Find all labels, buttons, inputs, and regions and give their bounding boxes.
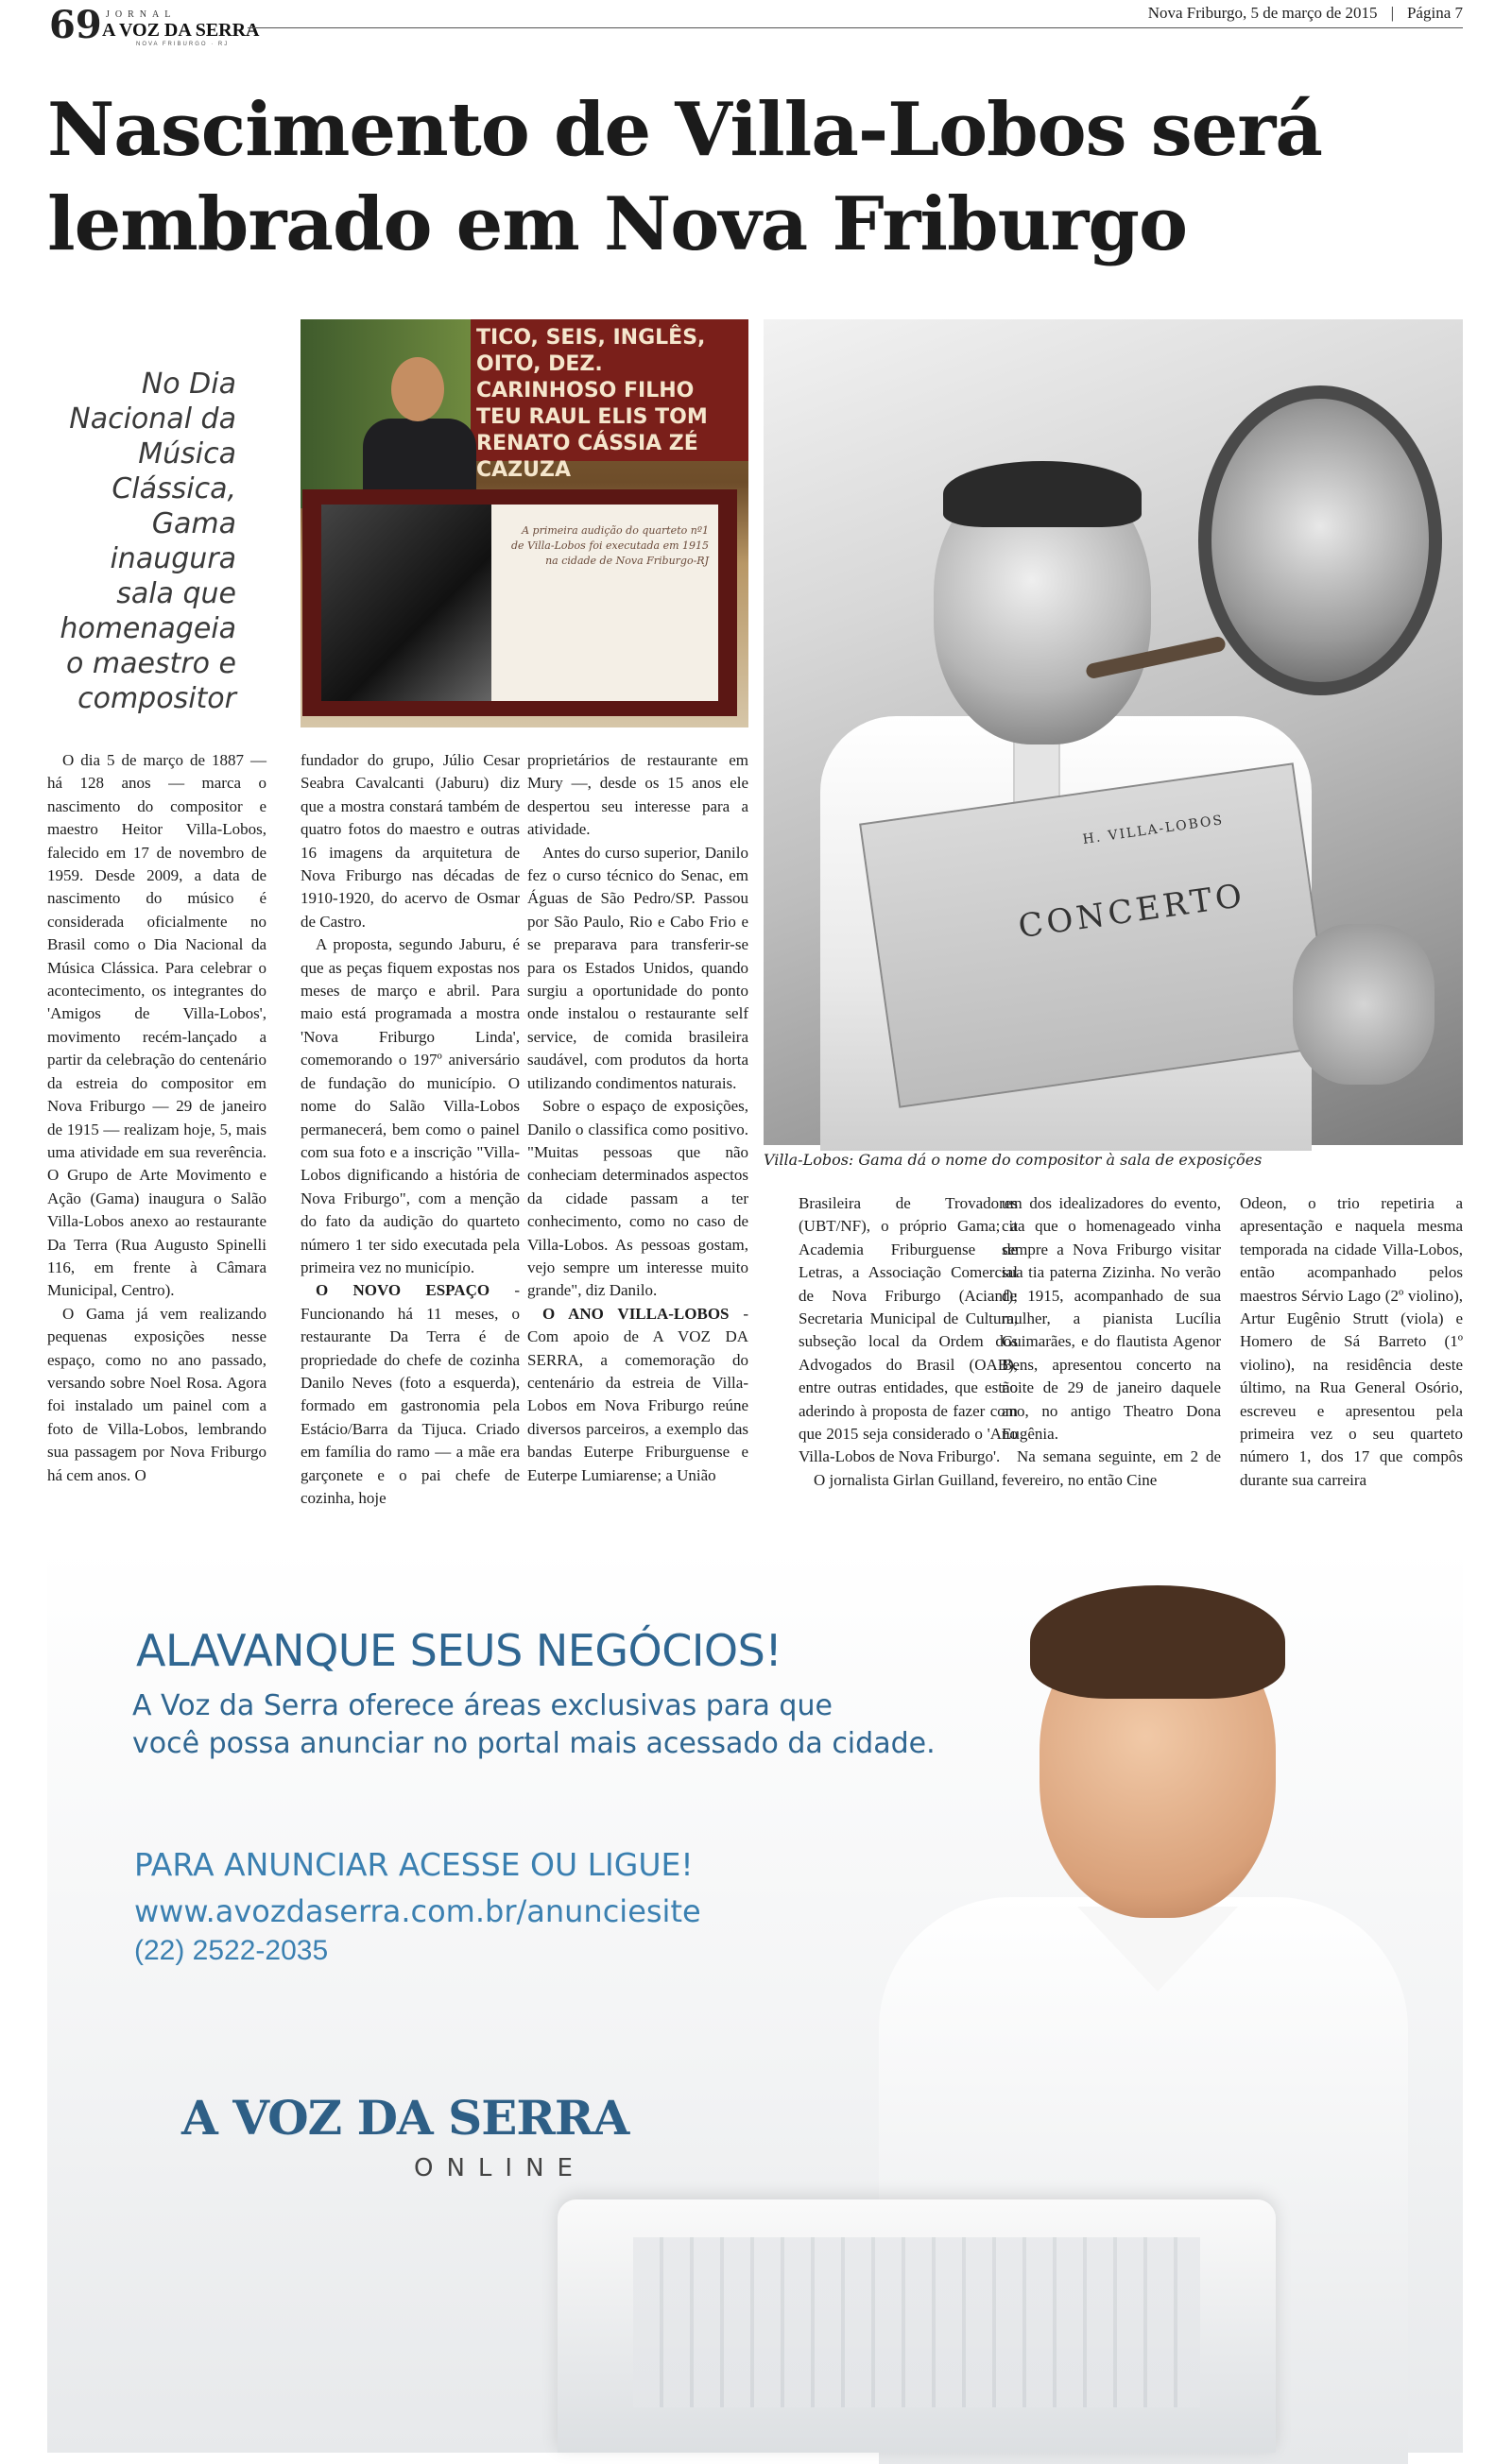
photo-hand	[1293, 924, 1435, 1085]
paragraph: Brasileira de Trovadores (UBT/NF), o próprio Gama; a Academia Friburguense de Letras, a Associação Comercial de Nova Friburgo (Acianf); Secretaria Municipal de Cultura, subseção local da Ordem dos Advogados do Brasil (OAB), entre outras entidades, que estão aderindo à proposta de fazer com que 2015 seja considerado o 'Ano Villa-Lobos de Nova Friburgo'.	[799, 1194, 1018, 1466]
paragraph-with-subhead	[301, 1279, 520, 1510]
ad-subline-1: A Voz da Serra oferece áreas exclusivas para que	[132, 1689, 833, 1722]
photo-held-panel	[302, 489, 737, 716]
panel-inscription: A primeira audição do quarteto nº1 de Villa-Lobos foi executada em 1915 na cidade de Nova Friburgo-RJ	[510, 524, 709, 567]
ad-url-link[interactable]: www.avozdaserra.com.br/anunciesite	[134, 1893, 701, 1929]
ad-brand-logo: A VOZ DA SERRA	[181, 2090, 629, 2146]
article-column-3	[527, 749, 748, 1487]
article-column-5	[1002, 1192, 1221, 1492]
paragraph-with-subhead	[527, 1303, 748, 1487]
ad-brand-online: ONLINE	[414, 2154, 586, 2182]
logo-name: A VOZ DA SERRA	[102, 20, 260, 41]
photo-oval-portrait	[1198, 385, 1442, 695]
photo-score	[859, 762, 1333, 1108]
paragraph: O dia 5 de março de 1887 — há 128 anos — marca o nascimento do compositor e maestro Heitor Villa-Lobos, falecido em 17 de novembro de 1959. Desde 2009, a data de nascimento do músico é considerada oficialmente no Brasil como o Dia Nacional da Música Clássica. Para celebrar o acontecimento, os integrantes do 'Amigos de Villa-Lobos', movimento recém-lançado a partir da celebração do centenário da estreia do compositor em Nova Friburgo — 29 de janeiro de 1915 — realizam hoje, 5, mais uma atividade em sua reverência. O Grupo de Arte Movimento e Ação (Gama) inaugura o Salão Villa-Lobos anexo ao restaurante Da Terra (Rua Augusto Spinelli 116, em frente à Câmara Municipal, Centro).	[47, 751, 266, 1300]
paragraph: Antes do curso superior, Danilo fez o curso técnico do Senac, em Águas de São Pedro/SP. Passou por São Paulo, Rio e Cabo Frio e se preparava para transferir-se para os Estados Unidos, quando surgiu a oportunidade do ponto onde instalou o restaurante self service, de comida brasileira saudável, com produtos da horta utilizando condimentos naturais.	[527, 843, 748, 1092]
paragraph: O jornalista Girlan Guilland,	[814, 1470, 999, 1489]
ad-subline-2: você possa anunciar no portal mais acessado da cidade.	[132, 1727, 936, 1760]
ad-laptop-keyboard	[633, 2237, 1200, 2407]
ad-headline: ALAVANQUE SEUS NEGÓCIOS!	[136, 1625, 782, 1676]
article-column-4	[799, 1192, 1018, 1492]
logo-city: NOVA FRIBURGO · RJ	[136, 42, 230, 47]
article-column-2	[301, 749, 520, 1510]
paragraph-text: - Com apoio de A VOZ DA SERRA, a comemoração do centenário da estreia de Villa-Lobos em Nova Friburgo reúne diversos parceiros, a exemplo das bandas Euterpe Friburguense e Euterpe Lumiarense; a União	[527, 1304, 748, 1484]
paragraph: O Gama já vem realizando pequenas exposições nesse espaço, como no ano passado, versando sobre Noel Rosa. Agora foi instalado um painel com a foto de Villa-Lobos, lembrando sua passagem por Nova Friburgo há cem anos. O	[47, 1304, 266, 1484]
paragraph: um dos idealizadores do evento, cita que o homenageado vinha sempre a Nova Friburgo visitar sua tia paterna Zizinha. No verão de 1915, acompanhado de sua mulher, a pianista Lucília Guimarães, e do flautista Agenor Bens, apresentou concerto na noite de 29 de janeiro daquele ano, no antigo Theatro Dona Eugênia.	[1002, 1194, 1221, 1444]
article-column-1	[47, 749, 266, 1487]
header-rule	[248, 27, 1463, 28]
header-dateline	[1148, 4, 1463, 23]
photo-caption: Villa-Lobos: Gama dá o nome do compositor à sala de exposições	[764, 1151, 1263, 1169]
ad-laptop	[558, 2199, 1276, 2453]
photo-hair	[943, 461, 1142, 527]
masthead-logo[interactable]	[49, 3, 260, 47]
paragraph: Na semana seguinte, em 2 de fevereiro, no então Cine	[1002, 1447, 1221, 1489]
subhead-ano-villa-lobos: O ANO VILLA-LOBOS	[542, 1304, 730, 1323]
article-headline	[47, 83, 1465, 272]
panel-inner	[321, 505, 718, 701]
ad-call-to-action: PARA ANUNCIAR ACESSE OU LIGUE!	[134, 1846, 694, 1883]
advertisement-banner[interactable]	[47, 1548, 1463, 2453]
issue-date: Nova Friburgo, 5 de março de 2015	[1147, 4, 1378, 22]
article-deck: No Dia Nacional da Música Clássica, Gama inaugura sala que homenageia o maestro e compositor	[60, 368, 236, 715]
photo-wall-sign: TICO, SEIS, INGLÊS, OITO, DEZ. CARINHOSO FILHO TEU RAUL ELIS TOM RENATO CÁSSIA ZÉ CAZUZA	[471, 319, 748, 461]
logo-jornal-label: JORNAL	[106, 9, 177, 20]
paragraph: A proposta, segundo Jaburu, é que as peças fiquem expostas nos meses de março e abril. Para maio está programada a mostra 'Nova Friburgo Linda', comemorando o 197º aniversário de fundação do município. O nome do Salão Villa-Lobos permanecerá, bem como o painel com sua foto e a inscrição "Villa-Lobos dignificando a história de Nova Friburgo", com a menção do fato da audição do quarteto número 1 ter sido executada pela primeira vez no município.	[301, 935, 520, 1276]
panel-portrait	[321, 505, 491, 701]
paragraph: Odeon, o trio repetiria a apresentação e naquela mesma temporada na cidade Villa-Lobos, então acompanhado pelos maestros Sérvio Lago (2º violino), Artur Eugênio Strutt (viola) e Homero de Sá Barreto (1º violino), na residência deste último, na Rua General Osório, escreveu e apresentou pela primeira vez o seu quarteto número 1, dos 17 que compôs durante sua carreira	[1240, 1194, 1463, 1489]
paragraph: fundador do grupo, Júlio Cesar Seabra Cavalcanti (Jaburu) diz que a mostra constará também de quatro fotos do maestro e outras 16 imagens da arquitetura de Nova Friburgo nas décadas de 1910-1920, do acervo de Osmar de Castro.	[301, 751, 520, 931]
article-column-6	[1240, 1192, 1463, 1492]
score-title: CONCERTO	[1016, 876, 1248, 947]
headline-line-1: Nascimento de Villa-Lobos será	[47, 87, 1322, 173]
ad-phone-number[interactable]: (22) 2522-2035	[134, 1935, 329, 1966]
subhead-novo-espaco: O NOVO ESPAÇO	[316, 1281, 490, 1300]
logo-quote-mark: 69	[49, 3, 102, 47]
paragraph: proprietários de restaurante em Mury —, desde os 15 anos ele despertou seu interesse para a atividade.	[527, 751, 748, 839]
paragraph: Sobre o espaço de exposições, Danilo o classifica como positivo. "Muitas pessoas que não conheciam determinados aspectos da cidade passam a ter conhecimento, como no caso de Villa-Lobos. As pessoas gostam, vejo sempre um interesse muito grande", diz Danilo.	[527, 1097, 748, 1300]
photo-villa-lobos[interactable]	[764, 319, 1463, 1145]
page-number: Página 7	[1406, 4, 1463, 22]
photo-danilo-with-panel[interactable]	[301, 319, 748, 727]
photo-man-head	[391, 357, 444, 421]
headline-line-2: lembrado em Nova Friburgo	[47, 181, 1187, 267]
paragraph-text: - Funcionando há 11 meses, o restaurante Da Terra é de propriedade do chefe de cozinha Danilo Neves (foto a esquerda), formado em gastronomia pela Estácio/Barra da Tijuca. Criado em família do ramo — a mãe era garçonete e o pai chefe de cozinha, hoje	[301, 1281, 520, 1507]
score-author: H. VILLA-LOBOS	[1081, 813, 1226, 847]
ad-person-hair	[1030, 1585, 1285, 1699]
header-separator: |	[1390, 4, 1394, 22]
